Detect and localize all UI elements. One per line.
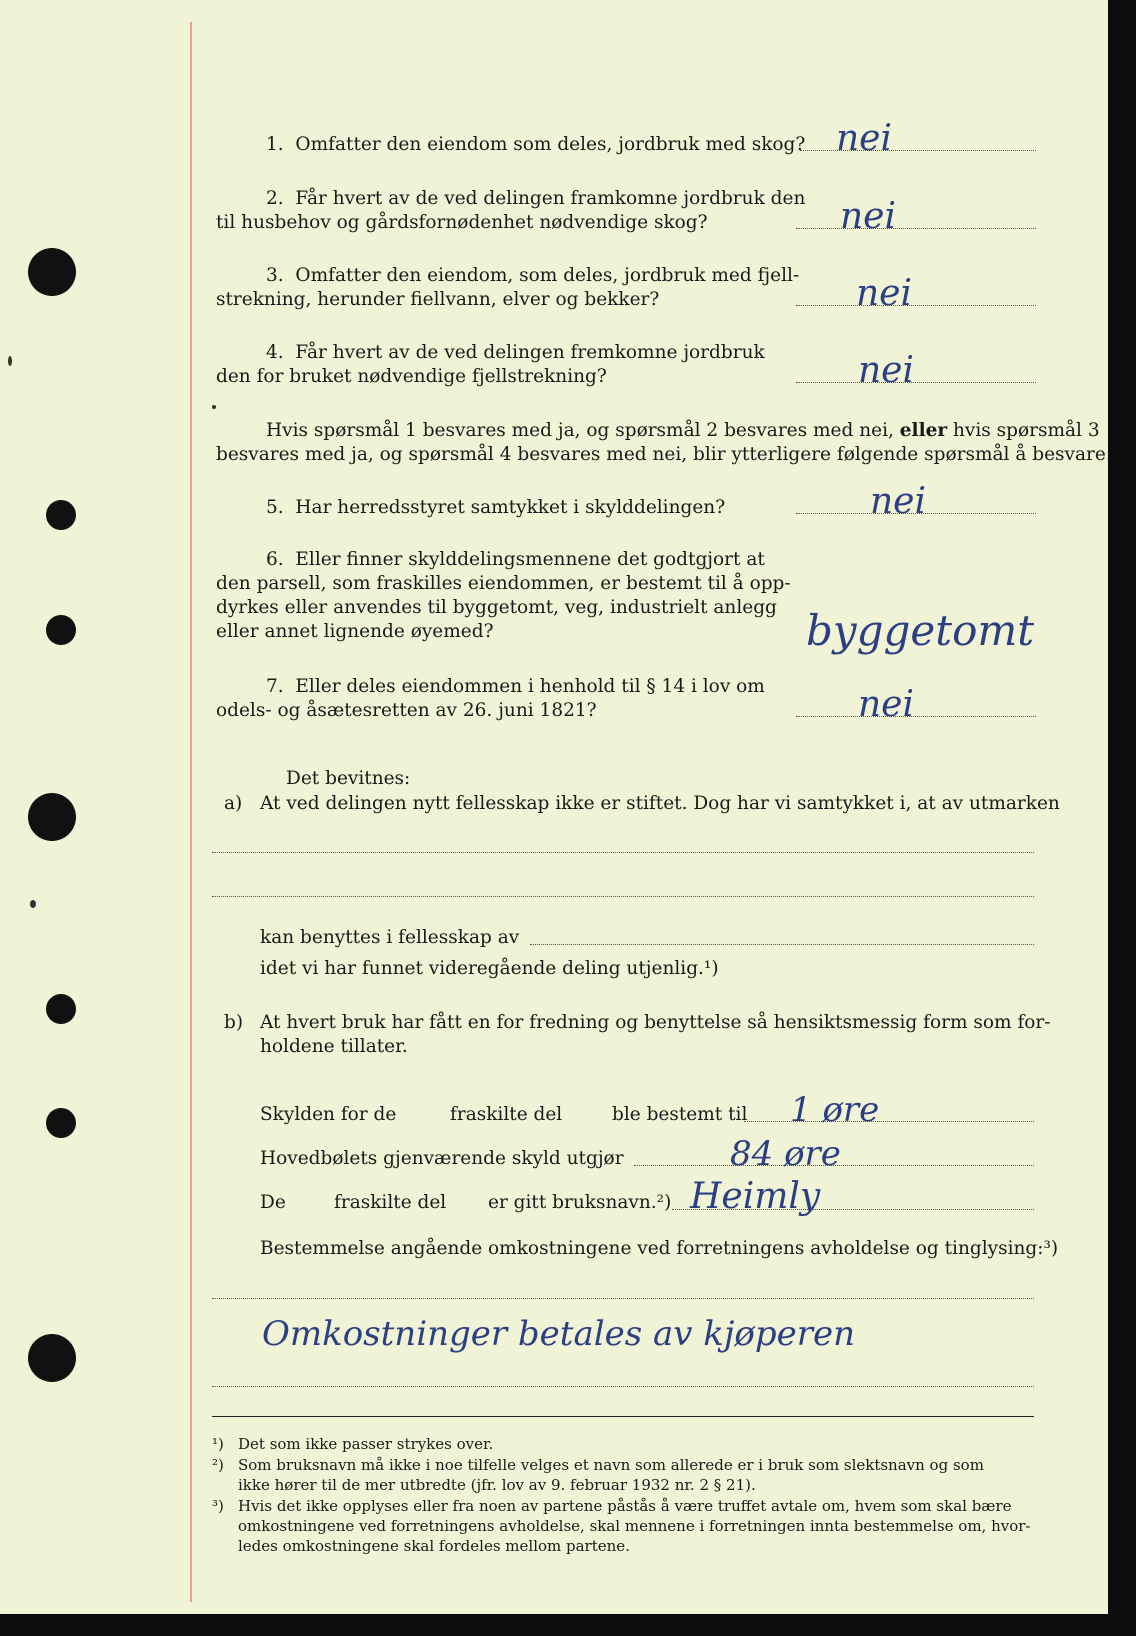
footnote-rule xyxy=(212,1416,1034,1417)
condition-line-2: besvares med ja, og spørsmål 4 besvares med nei, blir ytterligere følgende spørsmål å besvare: xyxy=(216,444,1113,465)
name-value: Heimly xyxy=(690,1176,821,1217)
answer-4: nei xyxy=(858,350,915,391)
emphasis-eller: eller xyxy=(899,420,948,441)
testimony-b-line-2: holdene tillater. xyxy=(260,1036,408,1057)
question-6-line-2: den parsell, som fraskilles eiendommen, er bestemt til å opp- xyxy=(216,573,791,594)
answer-1: nei xyxy=(836,118,893,159)
footnote-2-line-2: ikke hører til de mer utbredte (jfr. lov av 9. februar 1932 nr. 2 § 21). xyxy=(238,1476,756,1494)
punch-hole xyxy=(46,500,76,530)
question-3-line-2: strekning, herunder fiellvann, elver og bekker? xyxy=(216,289,660,310)
question-7-line-1: 7. Eller deles eiendommen i henhold til § 14 i lov om xyxy=(266,676,765,697)
answer-2: nei xyxy=(840,196,897,237)
footnote-2-mark: ²) xyxy=(212,1456,224,1474)
question-2-line-1: 2. Får hvert av de ved delingen framkomne jordbruk den xyxy=(266,188,806,209)
testimony-heading: Det bevitnes: xyxy=(286,768,411,789)
punch-hole xyxy=(46,994,76,1024)
skyld-label-3: ble bestemt til xyxy=(612,1104,748,1125)
footnote-3-mark: ³) xyxy=(212,1497,224,1515)
punch-hole xyxy=(46,1108,76,1138)
name-label-1: De xyxy=(260,1192,286,1213)
skyld-label-1: Skylden for de xyxy=(260,1104,397,1125)
question-7-line-2: odels- og åsætesretten av 26. juni 1821? xyxy=(216,700,597,721)
question-6-line-1: 6. Eller finner skylddelingsmennene det godtgjort at xyxy=(266,549,765,570)
question-5: 5. Har herredsstyret samtykket i skylddelingen? xyxy=(266,497,726,518)
footnote-2-line-1: Som bruksnavn må ikke i noe tilfelle velges et navn som allerede er i bruk som slektsnavn og som xyxy=(238,1456,984,1474)
skyld-label-2: fraskilte del xyxy=(450,1104,563,1125)
name-label-3: er gitt bruksnavn.²) xyxy=(488,1192,672,1213)
footnote-1-line-1: Det som ikke passer strykes over. xyxy=(238,1435,494,1453)
footnote-3-line-1: Hvis det ikke opplyses eller fra noen av partene påstås å være truffet avtale om, hvem som skal bære xyxy=(238,1497,1012,1515)
answer-line-3 xyxy=(796,305,1036,306)
testimony-a-label: a) xyxy=(224,793,243,814)
testimony-b-label: b) xyxy=(224,1012,244,1033)
speck xyxy=(212,405,216,409)
question-4-line-1: 4. Får hvert av de ved delingen fremkomne jordbruk xyxy=(266,342,765,363)
testimony-a-text: At ved delingen nytt fellesskap ikke er stiftet. Dog har vi samtykket i, at av utmarken xyxy=(260,793,1060,814)
answer-line-4 xyxy=(796,382,1036,383)
question-6-line-3: dyrkes eller anvendes til byggetomt, veg, industrielt anlegg xyxy=(216,597,777,618)
skyld-value: 1 øre xyxy=(790,1090,880,1130)
punch-hole xyxy=(28,793,76,841)
answer-line-skyld xyxy=(744,1121,1034,1122)
answer-7: nei xyxy=(858,684,915,725)
answer-3: nei xyxy=(856,273,913,314)
footnote-3-line-2: omkostningene ved forretningens avholdelse, skal mennene i forretningen innta bestemmelse om, hvor- xyxy=(238,1517,1031,1535)
testimony-b-line-1: At hvert bruk har fått en for fredning og benyttelse så hensiktsmessig form som for- xyxy=(260,1012,1051,1033)
question-1: 1. Omfatter den eiendom som deles, jordbruk med skog? xyxy=(266,134,806,155)
speck xyxy=(8,356,12,366)
name-label-2: fraskilte del xyxy=(334,1192,447,1213)
cost-value: Omkostninger betales av kjøperen xyxy=(262,1314,856,1354)
question-4-line-2: den for bruket nødvendige fjellstrekning? xyxy=(216,366,607,387)
blank-line xyxy=(530,944,1034,945)
punch-hole xyxy=(46,615,76,645)
answer-6: byggetomt xyxy=(806,606,1035,655)
footnote-3-line-3: ledes omkostningene skal fordeles mellom partene. xyxy=(238,1537,630,1555)
punch-hole xyxy=(28,248,76,296)
remaining-label: Hovedbølets gjenværende skyld utgjør xyxy=(260,1148,624,1169)
answer-5: nei xyxy=(870,481,927,522)
answer-line-7 xyxy=(796,716,1036,717)
question-6-line-4: eller annet lignende øyemed? xyxy=(216,621,494,642)
question-3-line-1: 3. Omfatter den eiendom, som deles, jordbruk med fjell- xyxy=(266,265,800,286)
margin-line xyxy=(190,22,192,1602)
condition-line-1: Hvis spørsmål 1 besvares med ja, og spørsmål 2 besvares med nei, eller hvis spørsmål 3 xyxy=(266,420,1100,441)
testimony-a-shared: kan benyttes i fellesskap av xyxy=(260,927,520,948)
cost-label: Bestemmelse angående omkostningene ved forretningens avholdelse og tinglysing:³) xyxy=(260,1238,1059,1259)
remaining-value: 84 øre xyxy=(730,1134,841,1174)
blank-line xyxy=(212,1386,1034,1387)
blank-line xyxy=(212,1298,1034,1299)
answer-line-2 xyxy=(796,228,1036,229)
blank-line xyxy=(212,852,1034,853)
testimony-a-reason: idet vi har funnet videregående deling utjenlig.¹) xyxy=(260,958,719,979)
blank-line xyxy=(212,896,1034,897)
punch-hole xyxy=(28,1334,76,1382)
question-2-line-2: til husbehov og gårdsfornødenhet nødvendige skog? xyxy=(216,212,708,233)
speck xyxy=(30,900,36,908)
footnote-1-mark: ¹) xyxy=(212,1435,224,1453)
